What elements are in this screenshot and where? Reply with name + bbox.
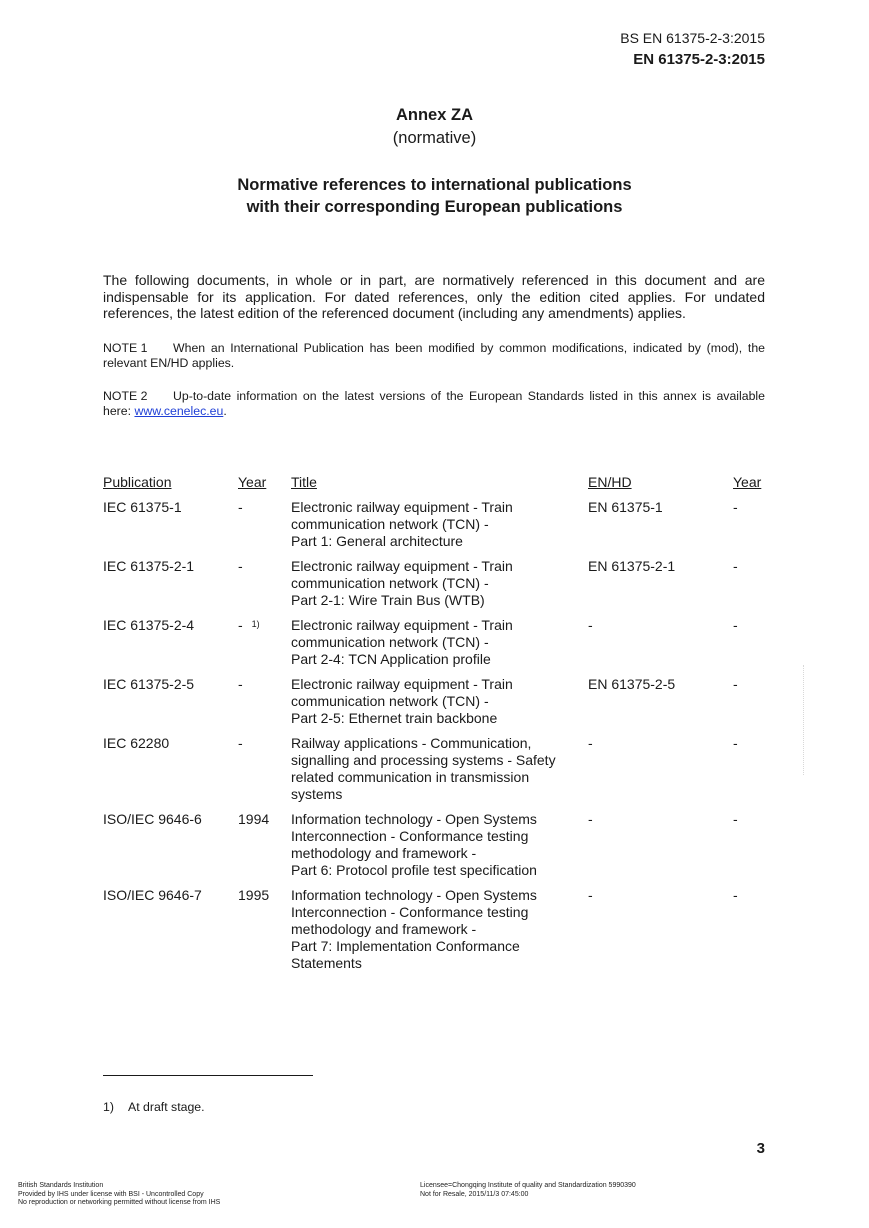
cell-year <box>238 558 291 617</box>
note-2-end: . <box>223 404 227 418</box>
cell-publication: IEC 61375-2-1 <box>103 558 195 574</box>
cell-title-line: Information technology - Open Systems <box>291 811 537 827</box>
note-2 <box>103 389 765 419</box>
cell-title-line: Railway applications - Communication, <box>291 735 532 751</box>
cell-year <box>238 735 291 811</box>
col-header-en-hd: EN/HD <box>588 474 632 490</box>
note-1-text: When an International Publication has been modified by common modifications, indicated by (mod), the relevant EN/HD applies. <box>103 341 765 370</box>
cell-en-year: - <box>733 558 738 574</box>
cell-title-line: Statements <box>291 955 362 971</box>
cell-en-hd: - <box>588 887 593 903</box>
cell-title-line: Part 6: Protocol profile test specification <box>291 862 537 878</box>
cell-title-line: communication network (TCN) - <box>291 693 489 709</box>
table-row <box>103 811 765 887</box>
cell-publication: IEC 61375-2-5 <box>103 676 195 692</box>
cell-title <box>291 887 588 980</box>
note-1 <box>103 341 765 371</box>
cell-title <box>291 499 588 558</box>
cell-publication: IEC 61375-2-4 <box>103 617 195 633</box>
footer-left-line: British Standards Institution <box>18 1182 104 1189</box>
cell-year <box>238 499 291 558</box>
cell-year <box>238 887 291 980</box>
note-2-text: Up-to-date information on the latest versions of the European Standards listed in this annex is available here: <box>103 389 765 418</box>
cell-title-line: Electronic railway equipment - Train <box>291 617 513 633</box>
annex-title: Annex ZA <box>395 106 473 124</box>
table-header-row <box>103 474 765 499</box>
cell-en-hd: EN 61375-2-5 <box>588 676 676 692</box>
cell-title-line: systems <box>291 786 343 802</box>
footnote-ref: 1) <box>251 619 260 629</box>
cell-en-year: - <box>733 676 738 692</box>
document-number: BS EN 61375-2-3:2015 <box>620 30 765 46</box>
cell-year <box>238 617 291 676</box>
cell-year <box>238 811 291 887</box>
note-2-tag: NOTE 2 <box>103 389 148 403</box>
en-number: EN 61375-2-3:2015 <box>633 51 765 68</box>
cell-year <box>238 676 291 735</box>
table-row <box>103 499 765 558</box>
cell-en-hd: - <box>588 811 593 827</box>
col-header-en-year: Year <box>733 474 762 490</box>
cell-en-hd: EN 61375-1 <box>588 499 663 515</box>
col-header-year: Year <box>238 474 267 490</box>
cell-publication: IEC 62280 <box>103 735 170 751</box>
cell-year-value: 1995 <box>238 887 270 903</box>
footer-right <box>420 1182 636 1199</box>
cell-en-year: - <box>733 499 738 515</box>
table-row <box>103 887 765 980</box>
footer-left <box>18 1182 220 1208</box>
cell-title-line: Part 2-5: Ethernet train backbone <box>291 710 498 726</box>
cell-year-value: - <box>238 735 243 751</box>
cell-title-line: Electronic railway equipment - Train <box>291 676 513 692</box>
note-1-tag: NOTE 1 <box>103 341 148 355</box>
footnote-text: At draft stage. <box>128 1100 205 1114</box>
footer-right-line: Not for Resale, 2015/11/3 07:45:00 <box>420 1190 529 1198</box>
cell-title <box>291 735 588 811</box>
cell-title-line: Interconnection - Conformance testing <box>291 828 529 844</box>
annex-heading-line-2: with their corresponding European publications <box>246 198 623 216</box>
cenelec-link[interactable]: www.cenelec.eu <box>134 404 224 418</box>
cell-en-year: - <box>733 617 738 633</box>
cell-publication: ISO/IEC 9646-6 <box>103 811 202 827</box>
cell-publication: ISO/IEC 9646-7 <box>103 887 202 903</box>
annex-status: (normative) <box>392 129 477 147</box>
cell-title-line: Part 7: Implementation Conformance <box>291 938 520 954</box>
cell-title-line: Electronic railway equipment - Train <box>291 558 513 574</box>
col-header-title: Title <box>291 474 317 490</box>
intro-paragraph: The following documents, in whole or in part, are normatively referenced in this document and are indispensable for its application. For dated references, only the edition cited applies. For undated references, the latest edition of the referenced document (including any amendments) applies. <box>103 272 765 321</box>
table-row <box>103 617 765 676</box>
cell-title-line: communication network (TCN) - <box>291 634 489 650</box>
cell-title-line: Part 2-4: TCN Application profile <box>291 651 491 667</box>
page-number: 3 <box>756 1140 765 1157</box>
cell-year-value: - <box>238 617 243 633</box>
cell-title-line: communication network (TCN) - <box>291 516 489 532</box>
cell-en-hd: - <box>588 617 593 633</box>
cell-en-year: - <box>733 887 738 903</box>
cell-title-line: related communication in transmission <box>291 769 530 785</box>
margin-watermark <box>803 665 812 775</box>
cell-title-line: methodology and framework - <box>291 921 477 937</box>
table-row <box>103 676 765 735</box>
table-row <box>103 558 765 617</box>
cell-title <box>291 558 588 617</box>
cell-title-line: communication network (TCN) - <box>291 575 489 591</box>
cell-en-hd: - <box>588 735 593 751</box>
footer-left-line: No reproduction or networking permitted without license from IHS <box>18 1199 221 1206</box>
footnote <box>103 1100 205 1114</box>
footnote-divider <box>103 1075 313 1076</box>
cell-title-line: Interconnection - Conformance testing <box>291 904 529 920</box>
cell-publication: IEC 61375-1 <box>103 499 182 515</box>
references-table <box>103 474 765 980</box>
annex-heading-line-1: Normative references to international publications <box>237 176 632 194</box>
col-header-publication: Publication <box>103 474 172 490</box>
table-row <box>103 735 765 811</box>
cell-en-hd: EN 61375-2-1 <box>588 558 676 574</box>
cell-title-line: methodology and framework - <box>291 845 477 861</box>
footer-right-line: Licensee=Chongqing Institute of quality and Standardization 5990390 <box>420 1182 636 1189</box>
cell-year-value: - <box>238 558 243 574</box>
cell-en-year: - <box>733 735 738 751</box>
footer-left-line: Provided by IHS under license with BSI - Uncontrolled Copy <box>18 1190 204 1198</box>
cell-title-line: Part 2-1: Wire Train Bus (WTB) <box>291 592 485 608</box>
cell-title-line: signalling and processing systems - Safety <box>291 752 556 768</box>
cell-year-value: 1994 <box>238 811 270 827</box>
cell-title <box>291 676 588 735</box>
cell-title-line: Information technology - Open Systems <box>291 887 537 903</box>
cell-year-value: - <box>238 499 243 515</box>
cell-year-value: - <box>238 676 243 692</box>
cell-en-year: - <box>733 811 738 827</box>
cell-title <box>291 617 588 676</box>
cell-title-line: Electronic railway equipment - Train <box>291 499 513 515</box>
annex-heading <box>0 174 869 218</box>
footnote-number: 1) <box>103 1100 114 1114</box>
cell-title <box>291 811 588 887</box>
cell-title-line: Part 1: General architecture <box>291 533 463 549</box>
table-body <box>103 499 765 980</box>
